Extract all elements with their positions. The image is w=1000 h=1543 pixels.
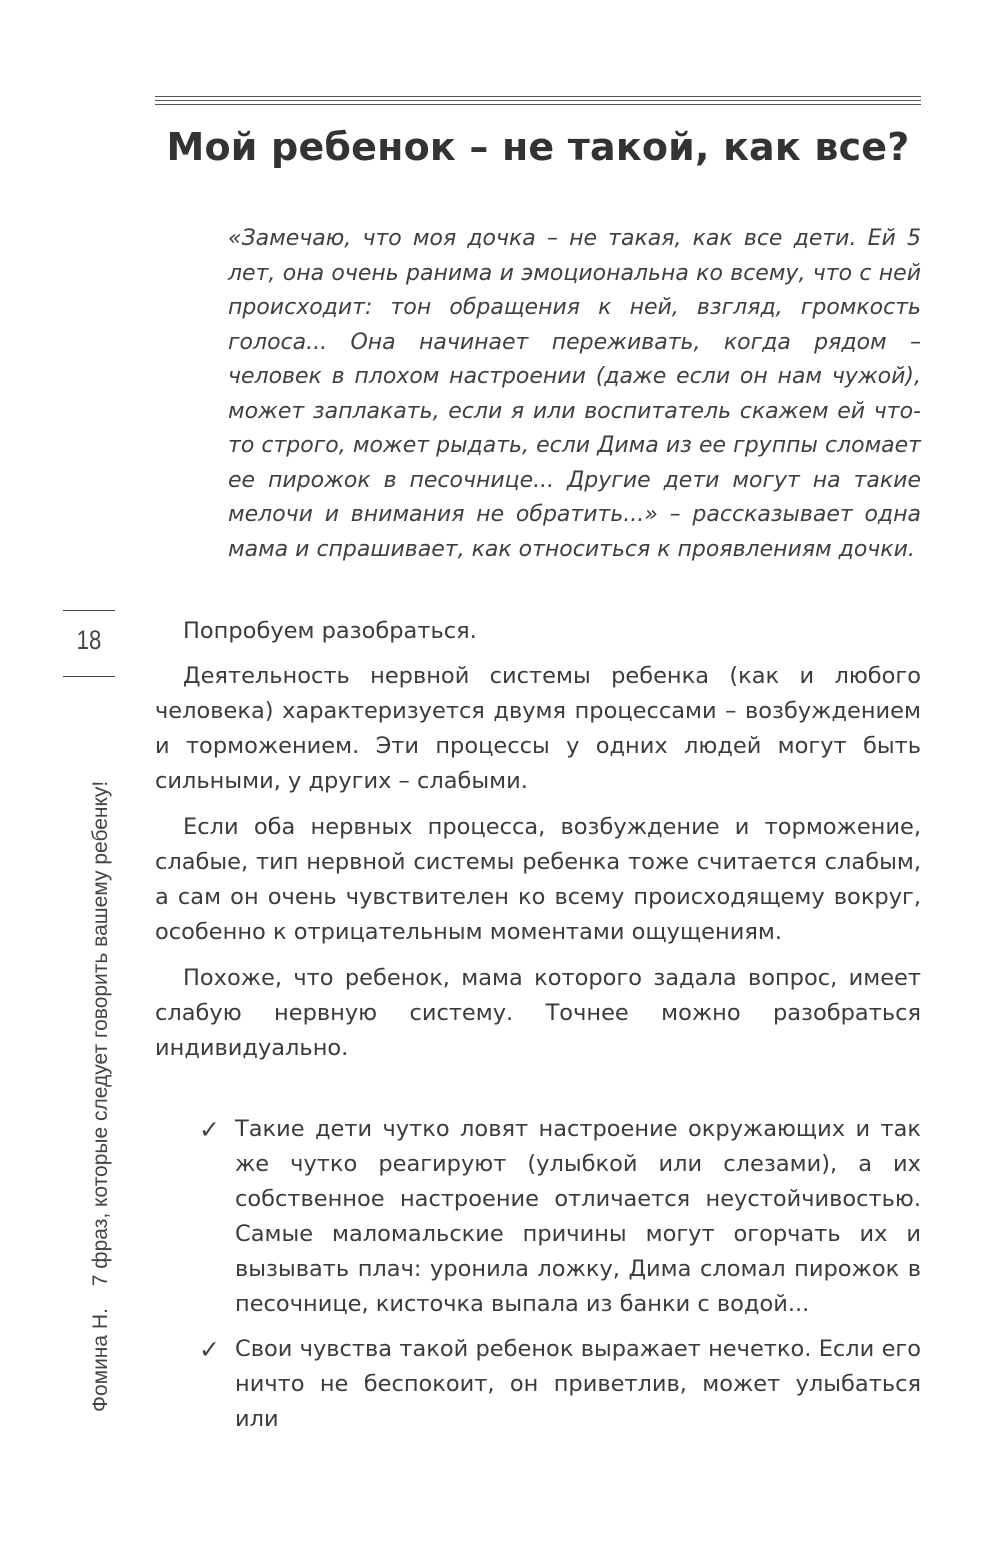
header-rule-middle [155, 100, 921, 101]
reader-quote: «Замечаю, что моя дочка – не такая, как все дети. Ей 5 лет, она очень ранима и эмоциональна ко всему, что с ней происходит: тон обращения к ней, взгляд, громкость голоса... Она начинает переживать, когда рядом – человек в плохом настроении (даже если он нам чужой), может заплакать, если я или воспитатель скажем ей что-то строго, может рыдать, если Дима из ее группы сломает ее пирожок в песочнице... Другие дети могут на такие мелочи и внимания не обратить...» – рассказывает одна мама и спрашивает, как относиться к проявлениям дочки. [228, 226, 921, 562]
running-head [89, 781, 113, 1412]
list-item-text: Свои чувства такой ребенок выражает нечетко. Если его ничто не беспокоит, он приветлив, может улыбаться или [235, 1336, 921, 1432]
list-item [155, 1112, 921, 1322]
chapter-title: Мой ребенок – не такой, как все? [166, 125, 910, 169]
page-number-rule-top [63, 610, 115, 611]
page-number: 18 [76, 625, 102, 655]
header-rule-top [155, 96, 921, 97]
body-text [155, 614, 921, 1447]
paragraph: Попробуем разобраться. [183, 618, 477, 644]
checkmark-icon: ✓ [199, 1115, 220, 1144]
list-item [155, 1332, 921, 1437]
paragraph: Деятельность нервной системы ребенка (как и любого человека) характеризуется двумя процессами – возбуждением и торможением. Эти процессы у одних людей могут быть сильными, у других – слабыми. [155, 663, 921, 794]
page-number-rule-bottom [63, 676, 115, 677]
paragraph: Похоже, что ребенок, мама которого задала вопрос, имеет слабую нервную систему. Точнее можно разобраться индивидуально. [155, 965, 921, 1061]
checkmark-icon: ✓ [199, 1335, 220, 1364]
checklist [155, 1112, 921, 1437]
list-item-text: Такие дети чутко ловят настроение окружающих и так же чутко реагируют (улыбкой или слезами), а их собственное настроение отличается неустойчивостью. Самые маломальские причины могут огорчать их и вызывать плач: уронила ложку, Дима сломал пирожок в песочнице, кисточка выпала из банки с водой... [235, 1116, 921, 1317]
paragraph: Если оба нервных процесса, возбуждение и торможение, слабые, тип нервной системы ребенка тоже считается слабым, а сам он очень чувствителен ко всему происходящему вокруг, особенно к отрицательным моментами ощущениям. [155, 814, 921, 945]
running-head-author: Фомина Н. [89, 1308, 112, 1412]
running-head-book-title: 7 фраз, которые следует говорить вашему ребенку! [89, 780, 112, 1287]
header-rule-bottom [155, 104, 921, 105]
